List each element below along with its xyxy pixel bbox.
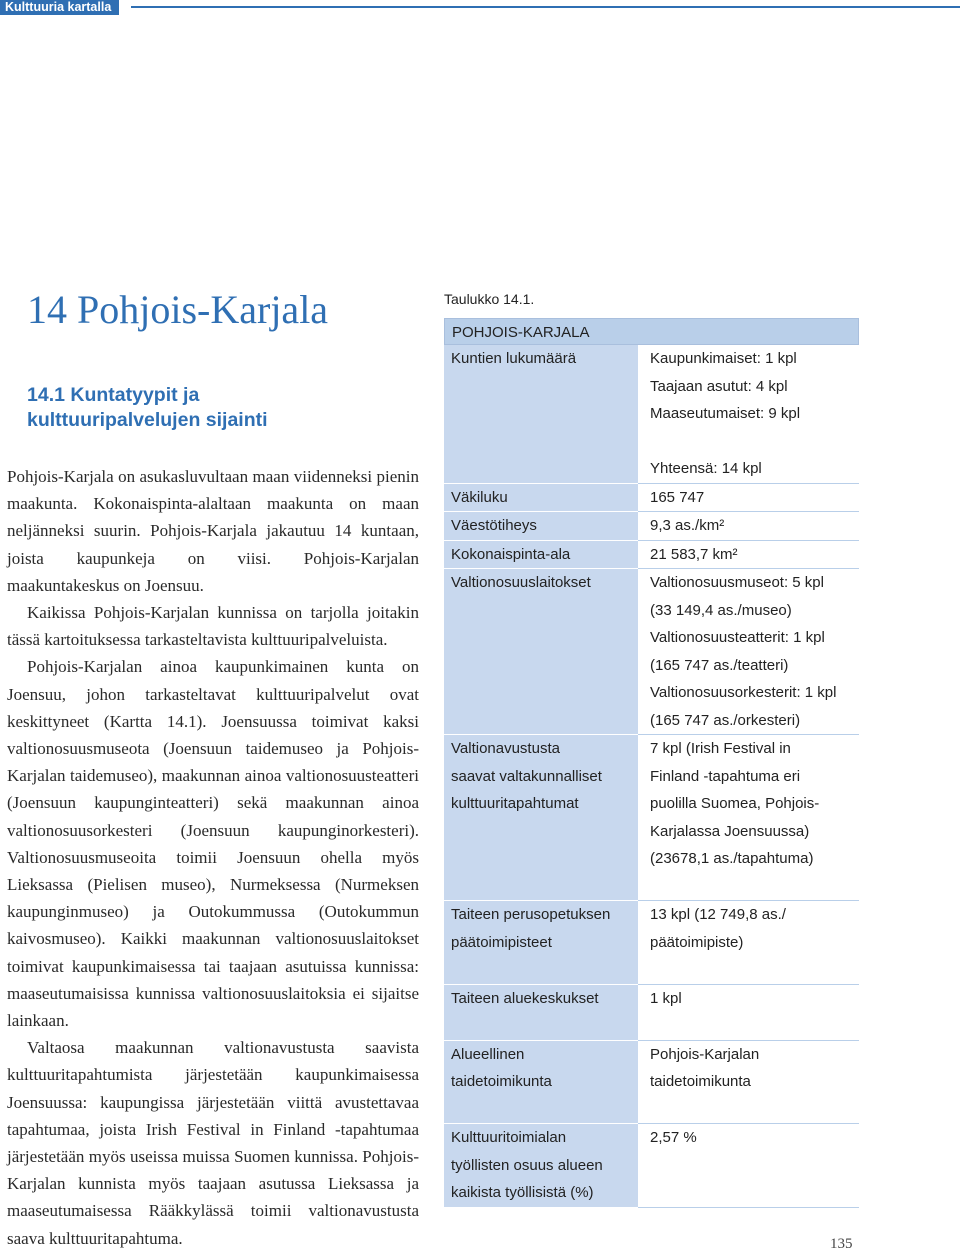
row-value-line: Valtionosuusteatterit: 1 kpl <box>650 629 825 646</box>
row-label <box>444 569 638 735</box>
row-label <box>444 1124 638 1208</box>
section-title-line-2: kulttuuripalvelujen sijainti <box>27 409 268 431</box>
row-value-line: Finland -tapahtuma eri <box>650 767 801 785</box>
row-value-line: taidetoimikunta <box>650 1073 751 1090</box>
row-label-line <box>451 956 638 984</box>
page-number: 135 <box>830 1236 853 1252</box>
row-value-line <box>650 428 859 456</box>
row-value-line: puolilla Suomea, Pohjois- <box>650 795 820 812</box>
row-value-line: 7 kpl (Irish Festival in <box>650 740 791 757</box>
row-value-line: Pohjois-Karjalan <box>650 1045 760 1063</box>
row-label-line <box>451 624 638 652</box>
row-label-line: Väkiluku <box>451 488 508 506</box>
row-label <box>444 345 638 484</box>
row-label-line <box>451 707 638 735</box>
row-label-line <box>451 428 638 456</box>
row-label-line: saavat valtakunnalliset <box>451 767 602 785</box>
row-value-line: Maaseutumaiset: 9 kpl <box>650 405 801 422</box>
row-label-line <box>451 373 638 401</box>
row-label-line <box>451 1012 638 1040</box>
row-value-line <box>650 956 859 984</box>
row-value-line: (165 747 as./teatteri) <box>650 656 789 674</box>
table-body <box>444 345 859 1208</box>
row-value <box>638 569 859 735</box>
table-caption: Taulukko 14.1. <box>444 291 535 307</box>
row-label-line <box>451 845 638 873</box>
row-label-line: työllisten osuus alueen <box>451 1156 603 1174</box>
row-label-line: Väestötiheys <box>451 517 537 534</box>
header-rule <box>131 6 960 8</box>
chapter-title: 14 Pohjois-Karjala <box>27 287 329 332</box>
row-label-line <box>451 597 638 625</box>
table-header: POHJOIS-KARJALA <box>444 318 859 345</box>
row-value <box>638 484 859 513</box>
row-value-line <box>650 1012 859 1040</box>
row-label-line <box>451 679 638 707</box>
row-label-line: Valtionavustusta <box>451 740 560 757</box>
row-value-line: Yhteensä: 14 kpl <box>650 460 762 477</box>
table-row <box>444 1041 859 1125</box>
table-row <box>444 512 859 541</box>
row-value-line: 165 747 <box>650 488 705 506</box>
row-value-line: (165 747 as./orkesteri) <box>650 711 801 729</box>
row-label-line: Taiteen perusopetuksen <box>451 906 611 923</box>
table-row <box>444 735 859 901</box>
table-row <box>444 541 859 570</box>
row-value-line: Karjalassa Joensuussa) <box>650 822 810 840</box>
row-label-line <box>451 455 638 483</box>
paragraph: Kaikissa Pohjois-Karjalan kunnissa on tarjolla joitakin tässä kartoituksessa tarkasteltavista kulttuuripalveluista. <box>7 603 419 650</box>
row-value <box>638 1124 859 1208</box>
row-value-line <box>650 1179 859 1207</box>
row-label-line: Kulttuuritoimialan <box>451 1129 567 1146</box>
row-label-line: Taiteen aluekeskukset <box>451 989 599 1007</box>
row-value <box>638 512 859 541</box>
row-value-line <box>650 1152 859 1180</box>
row-value <box>638 541 859 570</box>
row-label-line <box>451 818 638 846</box>
row-label <box>444 985 638 1041</box>
row-value-line: 13 kpl (12 749,8 as./ <box>650 906 786 923</box>
data-table <box>444 318 859 1208</box>
row-label-line <box>451 400 638 428</box>
row-value-line: Taajaan asutut: 4 kpl <box>650 377 788 395</box>
paragraph: Pohjois-Karjalan ainoa kaupunkimainen kunta on Joensuu, johon tarkasteltavat kulttuuripalvelut ovat keskittyneet (Kartta 14.1). Joensuussa toimivat kaksi valtionosuusmuseota (Joensuun taidemuseo ja Pohjois-Karjalan taidemuseo), maakunnan ainoa valtionosuusteatteri (Joensuun kaupunginteatteri) sekä maakunnan ainoa valtionosuusorkesteri (Joensuun kaupunginorkesteri). Valtionosuusmuseoita toimii Joensuun ohella myös Lieksassa (Pielisen museo), Nurmeksessa (Nurmeksen kaupunginmuseo) ja Outokummussa (Outokummun kaivosmuseo). Kaikki maakunnan valtionosuuslaitokset toimivat kaupunkimaisessa tai taajaan asutuissa kunnissa: maaseutumaisissa kunnissa valtionosuuslaitoksia ei sijaitse lainkaan. <box>7 657 419 1031</box>
body-text <box>7 463 419 1252</box>
section-title <box>27 383 427 433</box>
row-value-line: 21 583,7 km² <box>650 545 738 563</box>
row-label-line: Kuntien lukumäärä <box>451 350 577 367</box>
row-value <box>638 985 859 1041</box>
row-label-line: kaikista työllisistä (%) <box>451 1184 594 1201</box>
row-value-line: 2,57 % <box>650 1129 697 1146</box>
row-value <box>638 345 859 484</box>
row-label-line <box>451 1096 638 1124</box>
paragraph: Valtaosa maakunnan valtionavustusta saavista kulttuuritapahtumista järjestetään kaupunkimaisessa Joensuussa: kaupungissa järjestetään viittä avustettavaa tapahtumaa, joista Irish Festival in Finland -tapahtumaa järjestetään myös useissa muissa Suomen kunnissa. Pohjois-Karjalan kunnista myös taajaan asutussa Lieksassa ja maaseutumaisessa Rääkkylässä toimii valtionavustusta saava kulttuuritapahtuma. <box>7 1038 419 1248</box>
row-value-line: 9,3 as./km² <box>650 517 725 534</box>
section-title-line-1: 14.1 Kuntatyypit ja <box>27 384 200 406</box>
row-value <box>638 1041 859 1125</box>
table-row <box>444 901 859 985</box>
running-header: Kulttuuria kartalla <box>0 0 119 15</box>
row-value <box>638 901 859 985</box>
row-value-line: Valtionosuusorkesterit: 1 kpl <box>650 684 837 701</box>
row-label-line: Kokonaispinta-ala <box>451 545 571 563</box>
row-label <box>444 541 638 570</box>
row-value-line: Kaupunkimaiset: 1 kpl <box>650 350 797 367</box>
row-label-line: Valtionosuuslaitokset <box>451 574 591 591</box>
table-row <box>444 345 859 484</box>
table-row <box>444 1124 859 1208</box>
row-value-line: 1 kpl <box>650 989 682 1007</box>
table-row <box>444 985 859 1041</box>
row-label-line: kulttuuritapahtumat <box>451 795 579 812</box>
row-label-line <box>451 873 638 901</box>
row-label <box>444 512 638 541</box>
row-value-line: (23678,1 as./tapahtuma) <box>650 850 814 867</box>
row-value <box>638 735 859 901</box>
paragraph: Pohjois-Karjala on asukasluvultaan maan viidenneksi pienin maakunta. Kokonaispinta-alaltaan maakunta on maan neljänneksi suurin. Pohjois-Karjala jakautuu 14 kuntaan, joista kaupunkeja on viisi. Pohjois-Karjalan maakuntakeskus on Joensuu. <box>7 467 419 595</box>
row-label <box>444 484 638 513</box>
row-value-line <box>650 873 859 901</box>
row-label-line: taidetoimikunta <box>451 1073 552 1090</box>
row-value-line <box>650 1096 859 1124</box>
row-label-line <box>451 652 638 680</box>
row-value-line: Valtionosuusmuseot: 5 kpl <box>650 574 824 591</box>
row-label <box>444 1041 638 1125</box>
row-value-line: (33 149,4 as./museo) <box>650 601 792 619</box>
table-row <box>444 569 859 735</box>
row-value-line: päätoimipiste) <box>650 933 744 951</box>
row-label-line: Alueellinen <box>451 1045 525 1063</box>
table-row <box>444 484 859 513</box>
row-label-line: päätoimipisteet <box>451 933 552 951</box>
row-label <box>444 901 638 985</box>
row-label <box>444 735 638 901</box>
